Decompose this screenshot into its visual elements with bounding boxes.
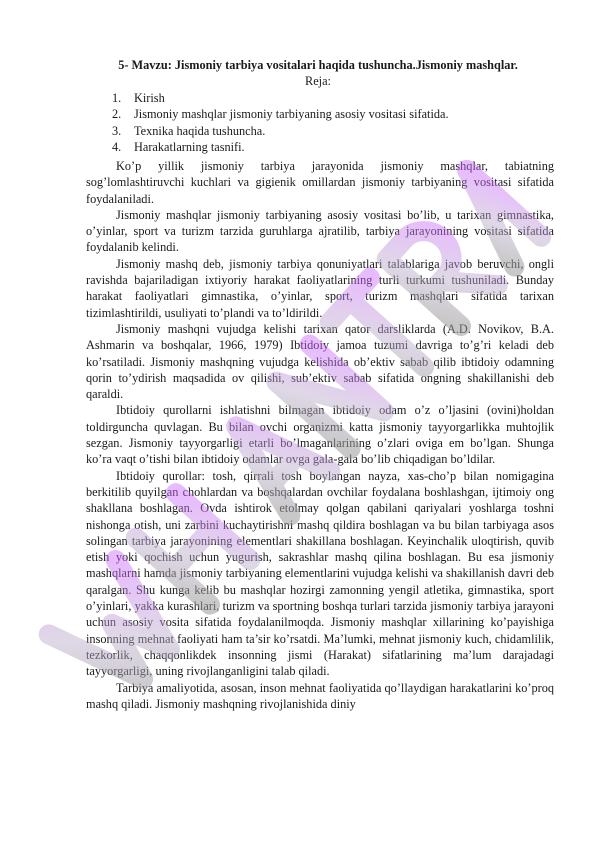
plan-item: 3. Texnika haqida tushuncha.	[112, 123, 266, 138]
paragraph: Jismoniy mashq deb, jismoniy tarbiya qonuniyatlari talablariga javob beruvchi, ongli ravishda bajariladigan ixtiyoriy harakat faoliyatlarining turli turkumi tushuniladi. Bunday harakat faoliyatlari gimnastika, o’yinlar, sport, turizm mashqlari sifatida tarixan tizimlashtirildi, usuliyati to’plandi va to’ldirildi.	[86, 256, 554, 320]
paragraph: Jismoniy mashqlar jismoniy tarbiyaning asosiy vositasi bo’lib, u tarixan gimnastika, o’yinlar, sport va turizm tarzida guruhlarga ajratilib, tarbiya jarayonining vositasi sifatida foydalanib kelindi.	[86, 207, 554, 255]
plan-heading: Reja:	[305, 74, 331, 88]
document-title: 5- Mavzu: Jismoniy tarbiya vositalari haqida tushuncha.Jismoniy mashqlar.	[118, 58, 518, 72]
plan-item: 1. Kirish	[112, 91, 165, 105]
paragraph: Jismoniy mashqni vujudga kelishi tarixan qator darsliklarda (A.D. Novikov, B.A. Ashmarin va boshqalar, 1966, 1979) Ibtidoiy jamoa tuzumi davriga to’g’ri keladi deb ko’rsatiladi. Jismoniy mashqning vujudga kelishida ob’ektiv sabab qilib ibtidoiy odamning qorin to’ydirish maqsadida ov qilishi, sub’ektiv sabab sifatida ongning shakillanishi deb qaraldi.	[86, 321, 554, 402]
paragraph: Tarbiya amaliyotida, asosan, inson mehnat faoliyatida qo’llaydigan harakatlarini ko’proq mashq qiladi. Jismoniy mashqning rivojlanishida diniy	[86, 680, 554, 711]
paragraph: Ibtidoiy qurollarni ishlatishni bilmagan ibtidoiy odam o’z o’ljasini (ovini)holdan toldirguncha quvlagan. Bu bilan ovchi organizmi katta jismoniy tayyorgarlikka muhtojlik sezgan. Jismoniy tayyorgarligi etarli bo’lmaganlarining o’zlari oviga em bo’lgan. Shunga ko’ra vaqt o’tishi bilan ibtidoiy odamlar ovga gala-gala bo’lib chiqadigan bo’ldilar.	[86, 403, 554, 467]
plan-item: 2. Jismoniy mashqlar jismoniy tarbiyaning asosiy vositasi sifatida.	[112, 107, 449, 122]
plan-list	[112, 90, 449, 156]
paragraph: Ibtidoiy qurollar: tosh, qirrali tosh boylangan nayza, xas-cho’p bilan nomigagina berkitilib quyilgan chohlardan va boshqalardan ovchilar foydalana boshlashgan, ijtimoiy ong shakllana boshlagan. Ovda ishtirok etolmay qolgan qabilani qariyalari yoshlarga toshni nishonga otish, uni zarbini kuchaytirishni mashq qildira boshlagan va bu bilan tarbiyaga asos solingan tarbiya jarayonining elementlari shakillana boshlagan. Keyinchalik uloqtirish, quvib etish yoki qochish uchun yugurish, sakrashlar mashq qilina boshlagan. Bu esa jismoniy mashqlarni hamda jismoniy tarbiyaning elementlarini vujudga kelishi va shakillanish davri deb qaralgan. Shu kunga kelib bu mashqlar hozirgi zamonning yengil atletika, gimnastika, sport o’yinlari, yakka kurashlari, turizm va sportning boshqa turlari tarzida jismoniy tarbiya jarayoni uchun asosiy vosita sifatida foydalanilmoqda. Jismoniy mashqlar xillarining ko’payishiga insonning mehnat faoliyati ham ta’sir ko’rsatdi. Ma’lumki, mehnat jismoniy kuch, chidamlilik, tezkorlik, chaqqonlikdek insonning jismi (Harakat) sifatlarining ma’lum darajadagi tayyorgarligi, uning rivojlanganligini talab qiladi.	[86, 468, 554, 679]
body-text	[86, 158, 554, 712]
plan-item: 4. Harakatlarning tasnifi.	[112, 140, 245, 155]
paragraph: Ko’p yillik jismoniy tarbiya jarayonida jismoniy mashqlar, tabiatning sog’lomlashtiruvchi kuchlari va gigienik omillardan jismoniy tarbiyaning vositasi sifatida foydalaniladi.	[86, 159, 554, 206]
